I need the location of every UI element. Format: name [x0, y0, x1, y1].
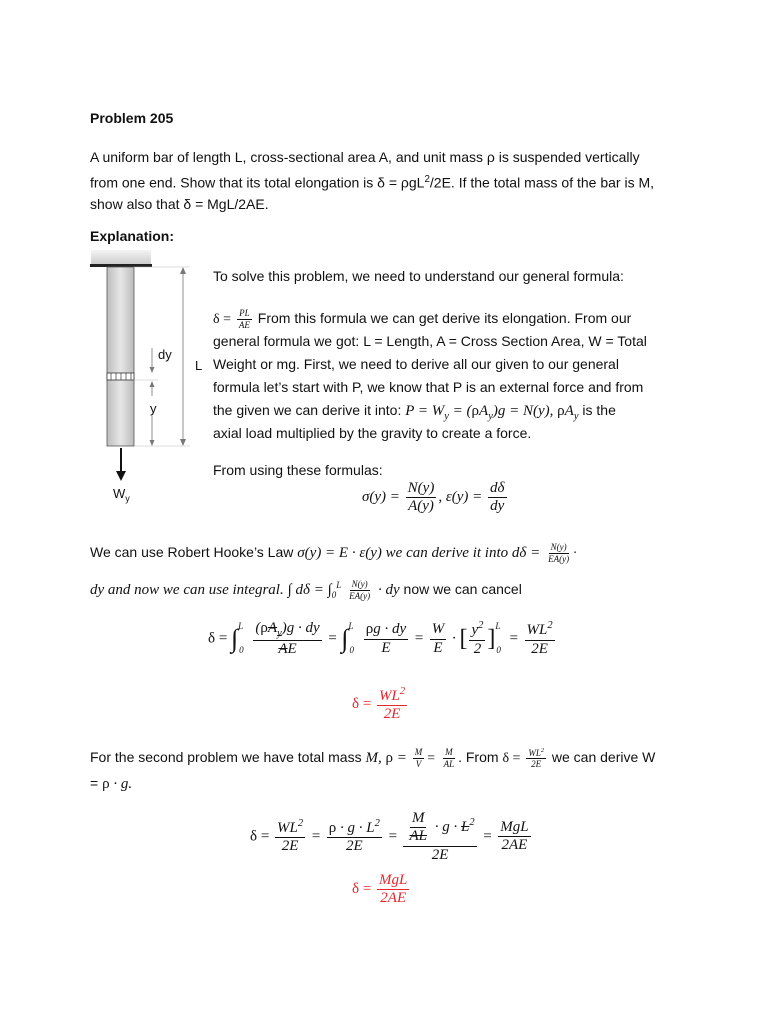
second-problem-line1: For the second problem we have total mass M, ρ = $\frac{M}{V}$ = $\frac{M}{AL}$ . From δ = $\frac{WL^2}{2E}$ we can derive W [90, 746, 656, 770]
problem-line-2: from one end. Show that its total elongation is δ = ρgL$^2$/2E. If the total mass of the bar is M, [90, 173, 655, 191]
using-formulas-text: From using these formulas: [213, 462, 383, 478]
problem-statement [90, 147, 710, 215]
hooke-line1: We can use Robert Hooke’s Law σ(y) = E · ε(y) we can derive it into dδ = $\frac{N(y)}{EA(y)}$ · [90, 542, 577, 564]
result-2-highlight: δ = $\frac{\text{MgL}}{2AE}$ [352, 872, 408, 907]
page-title: Problem 205 [90, 110, 174, 126]
para1-line2: general formula we got: L = Length, A = Cross Section Area, W = Total [213, 333, 647, 349]
integral-derivation: δ = ∫$^L_0$ $\frac{(\rho A_y)g \cdot dy}{AE}$ = ∫$^L_0$ $\frac{\rho g \cdot dy}{E}$ = $\frac{W}{E}$ · [ $\frac{y^2}{2}$ ]$^L_0$ = $\frac{WL^2}{2E}$ [208, 620, 553, 658]
result-1-highlight: δ = $\frac{WL^2}{2E}$ [352, 686, 406, 723]
figure-label-w: $W_y$ [113, 486, 130, 504]
explanation-heading: Explanation: [90, 228, 175, 244]
para1-line6: axial load multiplied by the gravity to create a force. [213, 425, 532, 441]
stress-strain-equation: σ(y) = $\frac{N(y)}{A(y)}$ , ε(y) = $\frac{d\delta}{dy}$ [362, 480, 505, 515]
figure-label-L: L [195, 358, 203, 373]
para1-line4: formula let’s start with P, we know that P is an external force and from [213, 379, 644, 395]
para1-line5: the given we can derive it into: $P = W_y = (\rho A_y)g = N(y)$, $\rho A_y$ is the [213, 402, 616, 422]
hooke-line2: dy and now we can use integral. ∫ $d\delta = \int_0^L$ $\frac{N(y)}{EA(y)}$ · dy now we can cancel [90, 579, 522, 601]
para1-line3: Weight or mg. First, we need to derive all our given to our general [213, 356, 619, 372]
bar-diagram [86, 248, 206, 508]
figure-label-y: y [150, 401, 157, 416]
formula-pl-ae: $\frac{PL}{AE}$ [238, 308, 250, 330]
second-derivation: δ = $\frac{WL^2}{2E}$ = $\frac{\rho \cdot g \cdot L^2}{2E}$ = $\frac{M}{AL}$ · $g \cdot L^2$ 2E = $\frac{\text{MgL}}{2AE}$ [250, 810, 529, 863]
para1-line1: δ = $\frac{PL}{AE}$ From this formula we can get derive its elongation. From our [213, 308, 632, 330]
second-problem-line2: = ρ · g. [90, 775, 133, 792]
problem-line-3: show also that δ = MgL/2AE. [90, 195, 269, 212]
problem-line-1: A uniform bar of length L, cross-sectional area A, and unit mass ρ is suspended vertically [90, 149, 640, 165]
figure-label-dy: dy [158, 347, 172, 362]
intro-text: To solve this problem, we need to understand our general formula: [213, 268, 624, 284]
